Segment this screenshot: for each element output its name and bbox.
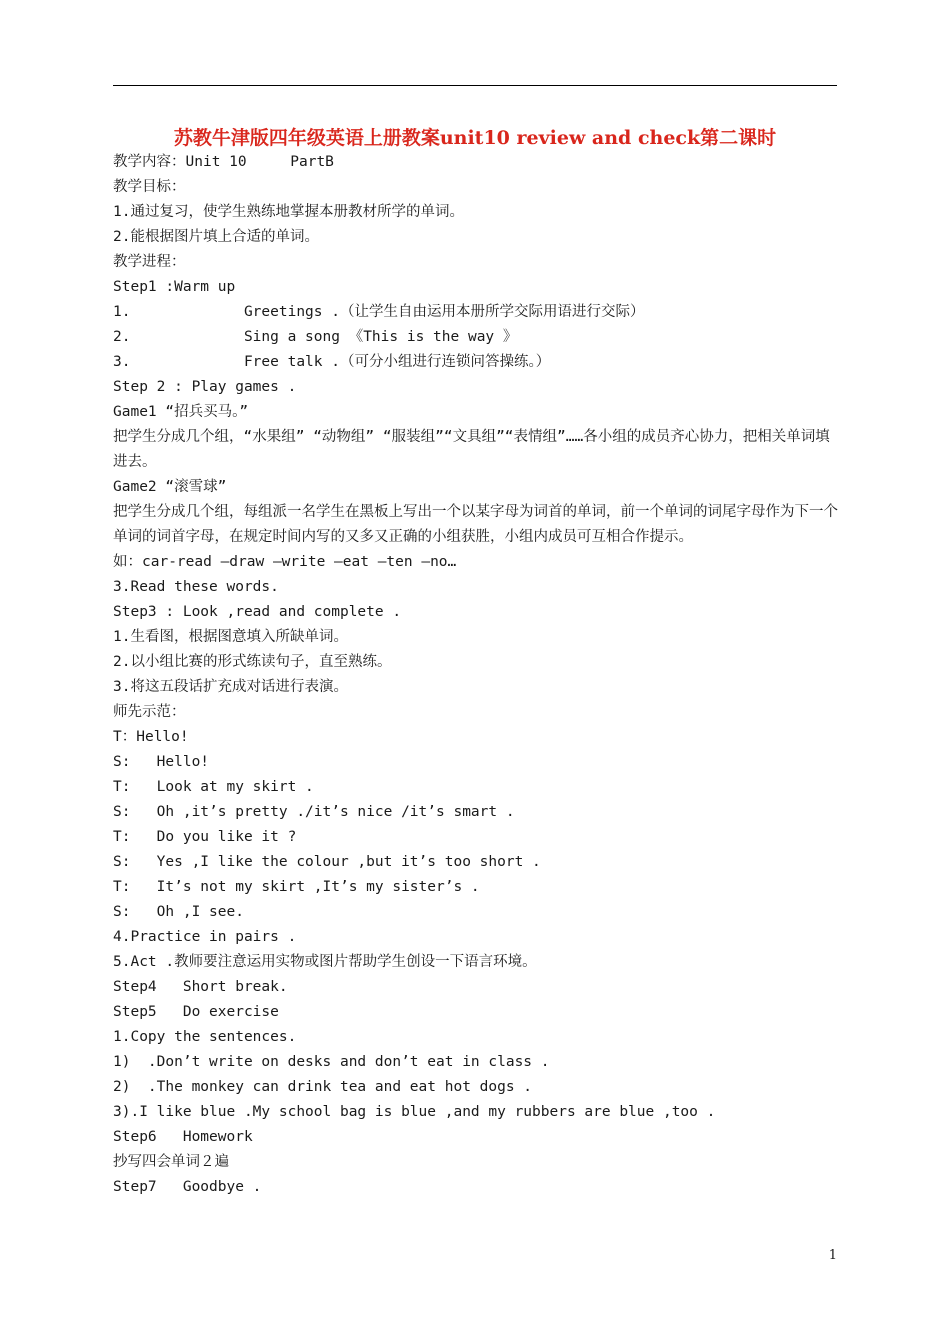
page-number: 1 — [828, 1248, 837, 1263]
text-paragraph: 把学生分成几个组，“水果组” “动物组” “服装组”“文具组”“表情组”……各小组的成员齐心协力，把相关单词填进去。 — [113, 429, 830, 470]
text-line: Step5 Do exercise — [113, 1004, 279, 1020]
text-line: Step1 :Warm up — [113, 279, 236, 295]
text-line: 教学进程： — [113, 254, 186, 270]
text-line: 3.Read these words. — [113, 579, 279, 595]
text-line: 3. Free talk .（可分小组进行连锁问答操练。） — [113, 354, 551, 370]
text-line: 1) .Don’t write on desks and don’t eat in class . — [113, 1054, 550, 1070]
dialogue-line: T: It’s not my skirt ,It’s my sister’s . — [113, 879, 480, 895]
text-line: 2.以小组比赛的形式练读句子，直至熟练。 — [113, 654, 392, 670]
text-line: 如：car-read –draw –write –eat –ten –no… — [113, 554, 457, 570]
text-line: 1.通过复习，使学生熟练地掌握本册教材所学的单词。 — [113, 204, 464, 220]
text-line: 2.能根据图片填上合适的单词。 — [113, 229, 319, 245]
text-line: 教学目标： — [113, 179, 186, 195]
document-title: 苏教牛津版四年级英语上册教案unit10 review and check第二课时 — [173, 127, 777, 149]
text-paragraph: 把学生分成几个组，每组派一名学生在黑板上写出一个以某字母为词首的单词，前一个单词的词尾字母作为下一个单词的词首字母，在规定时间内写的又多又正确的小组获胜，小组内成员可互相合作提示。 — [113, 504, 838, 545]
dialogue-line: T: Look at my skirt . — [113, 779, 314, 795]
text-line: 1. Greetings .（让学生自由运用本册所学交际用语进行交际） — [113, 304, 645, 320]
text-line: 2) .The monkey can drink tea and eat hot dogs . — [113, 1079, 533, 1095]
dialogue-line: T：Hello! — [113, 729, 189, 745]
text-line: 3.将这五段话扩充成对话进行表演。 — [113, 679, 348, 695]
text-line: 5.Act .教师要注意运用实物或图片帮助学生创设一下语言环境。 — [113, 954, 537, 970]
header-rule — [113, 85, 837, 86]
dialogue-line: S: Yes ,I like the colour ,but it’s too short . — [113, 854, 541, 870]
dialogue-line: S: Hello! — [113, 754, 210, 770]
document-body — [113, 150, 839, 1200]
text-line: 2. Sing a song 《This is the way 》 — [113, 329, 518, 345]
text-line: Step6 Homework — [113, 1129, 253, 1145]
text-line: 教学内容：Unit 10 PartB — [113, 154, 334, 170]
dialogue-line: S: Oh ,I see. — [113, 904, 244, 920]
text-line: Step 2 : Play games . — [113, 379, 297, 395]
text-line: Game1 “招兵买马。” — [113, 404, 249, 420]
text-line: 4.Practice in pairs . — [113, 929, 297, 945]
text-line: 3).I like blue .My school bag is blue ,and my rubbers are blue ,too . — [113, 1104, 716, 1120]
text-line: 1.生看图，根据图意填入所缺单词。 — [113, 629, 348, 645]
text-line: 抄写四会单词２遍 — [113, 1154, 229, 1170]
text-line: Step3 : Look ,read and complete . — [113, 604, 402, 620]
dialogue-line: T: Do you like it ? — [113, 829, 297, 845]
text-line: Step4 Short break. — [113, 979, 288, 995]
text-line: 1.Copy the sentences. — [113, 1029, 297, 1045]
dialogue-line: S: Oh ,it’s pretty ./it’s nice /it’s smart . — [113, 804, 515, 820]
text-line: Step7 Goodbye . — [113, 1179, 262, 1195]
text-line: Game2 “滚雪球” — [113, 479, 227, 495]
text-line: 师先示范： — [113, 704, 186, 720]
